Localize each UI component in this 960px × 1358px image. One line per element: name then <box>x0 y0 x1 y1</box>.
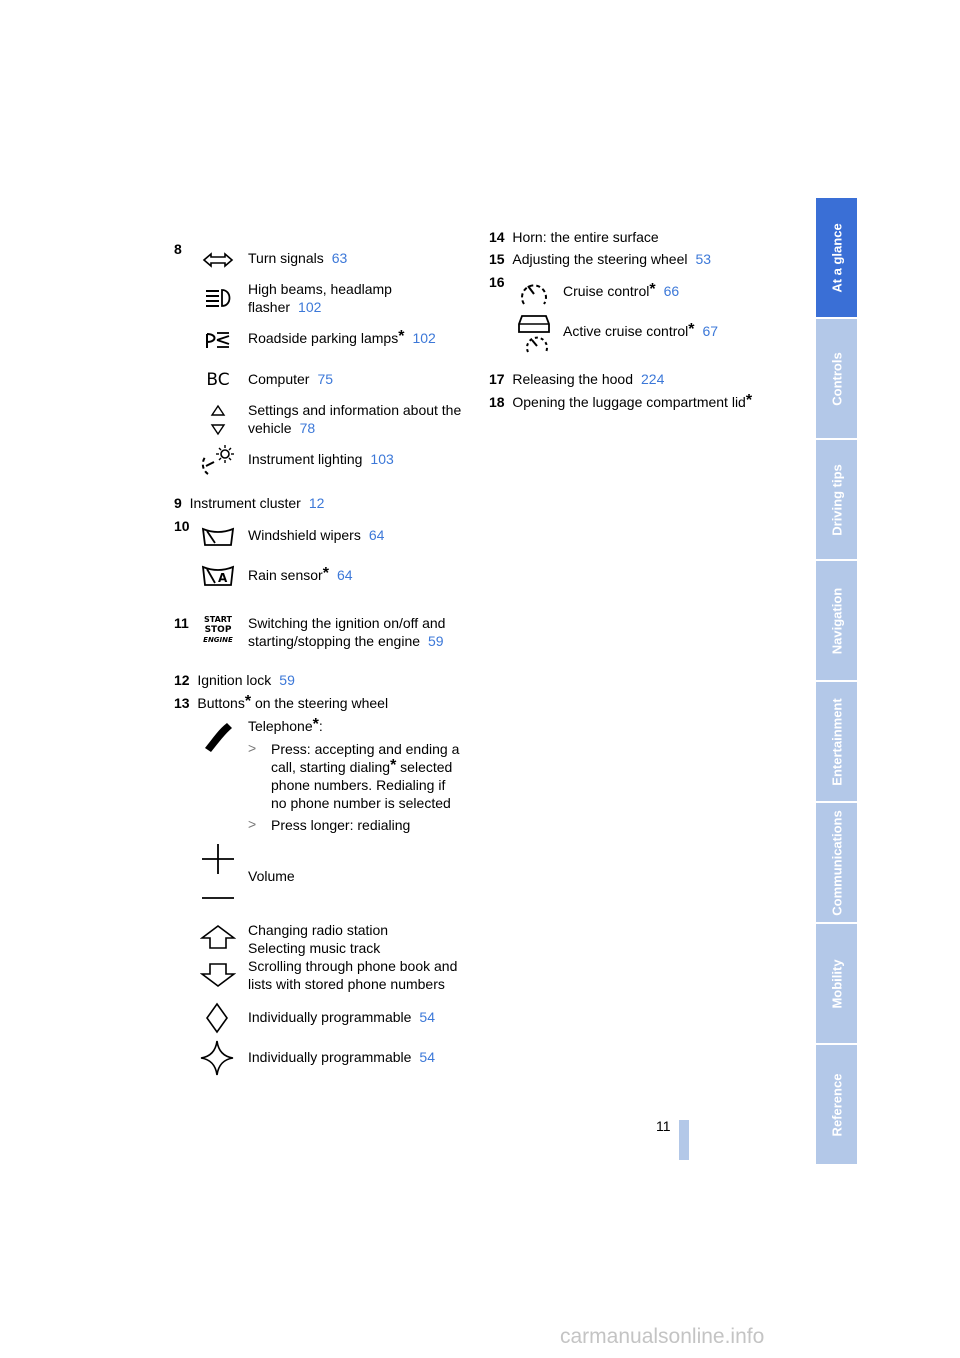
page-reference[interactable]: 54 <box>419 1009 435 1025</box>
radio-functions <box>248 921 457 993</box>
optional-asterisk: * <box>688 321 695 338</box>
radio-line: lists with stored phone numbers <box>248 976 445 992</box>
item-number: 16 <box>489 274 505 290</box>
arrow-up-icon <box>200 924 236 953</box>
radio-line: Scrolling through phone book and <box>248 958 458 974</box>
entry-label-suffix: on the steering wheel <box>251 695 389 711</box>
tab-navigation[interactable] <box>816 561 857 680</box>
entry-label: Active cruise control <box>563 323 689 339</box>
high-beam-icon <box>198 283 238 313</box>
tab-label: Entertainment <box>829 697 844 786</box>
page-reference[interactable]: 59 <box>279 672 295 688</box>
entry-label: Telephone <box>248 718 313 734</box>
ignition-switch-entry <box>248 614 445 650</box>
entry-label: Turn signals <box>248 250 324 266</box>
item-number: 8 <box>174 241 182 257</box>
watermark: carmanualsonline.info <box>560 1325 765 1348</box>
page-reference[interactable]: 66 <box>663 283 680 299</box>
bullet-line: selected <box>396 759 453 775</box>
entry-label: Releasing the hood <box>512 371 634 387</box>
page-reference[interactable]: 224 <box>641 371 665 387</box>
entry-label-line2: vehicle <box>248 420 292 436</box>
entry-label: High beams, headlamp <box>248 281 392 297</box>
page-reference[interactable]: 78 <box>299 420 316 436</box>
volume-label: Volume <box>248 868 295 884</box>
hood-release-entry <box>489 370 664 388</box>
bullet-marker: > <box>248 740 257 756</box>
turn-signal-icon <box>198 245 238 275</box>
programmable-1-entry <box>248 1008 435 1026</box>
page-reference[interactable]: 102 <box>298 299 322 315</box>
ignition-lock-entry <box>174 671 295 689</box>
page-reference[interactable]: 75 <box>317 371 334 387</box>
item-number: 10 <box>174 518 190 534</box>
active-cruise-control-icon <box>516 312 552 357</box>
entry-label: Horn: the entire surface <box>512 229 659 245</box>
arrow-down-icon <box>200 962 236 991</box>
entry-label: Opening the luggage compartment lid <box>512 394 746 410</box>
tab-reference[interactable] <box>816 1045 857 1164</box>
bullet-line: phone numbers. Redialing if <box>271 777 446 793</box>
tab-controls[interactable] <box>816 319 857 438</box>
engine-glyph: ENGINE <box>203 636 233 644</box>
bullet-line: Press: accepting and ending a <box>271 741 460 757</box>
item-number: 15 <box>489 251 505 267</box>
tab-communications[interactable] <box>816 803 857 922</box>
tab-label: Mobility <box>829 958 844 1009</box>
entry-label: Instrument lighting <box>248 451 363 467</box>
page-reference[interactable]: 12 <box>308 495 325 511</box>
windshield-wipers-entry <box>248 526 384 544</box>
entry-label: Cruise control <box>563 283 650 299</box>
entry-label: Computer <box>248 371 310 387</box>
instrument-lighting-icon <box>198 443 238 477</box>
tab-label: Reference <box>829 1073 844 1136</box>
horn-entry <box>489 228 659 246</box>
tab-label: Driving tips <box>829 463 844 536</box>
colon: : <box>318 718 323 734</box>
page-reference[interactable]: 59 <box>428 633 444 649</box>
entry-label: Individually programmable <box>248 1009 412 1025</box>
optional-asterisk: * <box>390 757 397 774</box>
wiper-icon <box>198 522 238 552</box>
bc-glyph: BC <box>206 370 230 390</box>
start-stop-icon <box>200 615 236 645</box>
item-number: 14 <box>489 229 505 245</box>
volume-minus-icon <box>200 890 236 909</box>
tab-label: Communications <box>829 809 844 916</box>
instrument-lighting-entry <box>248 450 394 468</box>
bullet-line: no phone number is selected <box>271 795 451 811</box>
page-reference[interactable]: 53 <box>695 251 712 267</box>
radio-line: Selecting music track <box>248 940 381 956</box>
turn-signals-entry <box>248 249 347 267</box>
optional-asterisk: * <box>312 716 319 733</box>
cruise-control-icon <box>518 278 550 311</box>
tab-label: Controls <box>829 351 844 406</box>
tab-mobility[interactable] <box>816 924 857 1043</box>
page-reference[interactable]: 67 <box>702 323 719 339</box>
tab-driving-tips[interactable] <box>816 440 857 559</box>
page-number: 11 <box>656 1118 671 1134</box>
steering-buttons-entry <box>174 694 388 712</box>
item-number: 12 <box>174 672 190 688</box>
tab-at-a-glance[interactable] <box>816 198 857 317</box>
tab-entertainment[interactable] <box>816 682 857 801</box>
rain-sensor-icon <box>198 561 238 591</box>
item-number: 17 <box>489 371 505 387</box>
page-reference[interactable]: 63 <box>331 250 348 266</box>
rain-sensor-entry <box>248 566 353 584</box>
tab-label: At a glance <box>829 222 844 293</box>
settings-entry <box>248 401 461 437</box>
up-down-arrows-icon <box>198 403 238 437</box>
bullet-line: call, starting dialing <box>271 759 391 775</box>
bullet-marker: > <box>248 816 257 832</box>
page-reference[interactable]: 102 <box>412 330 436 346</box>
page-reference[interactable]: 103 <box>370 451 394 467</box>
entry-label: Roadside parking lamps <box>248 330 399 346</box>
page-marker-bar <box>679 1120 689 1160</box>
page-reference[interactable]: 54 <box>419 1049 435 1065</box>
entry-label-line2: starting/stopping the engine <box>248 633 421 649</box>
start-glyph: START <box>203 615 233 624</box>
programmable-2-entry <box>248 1048 435 1066</box>
entry-label: Rain sensor <box>248 567 323 583</box>
item-number: 13 <box>174 695 190 711</box>
star-icon <box>199 1039 235 1080</box>
entry-label: Individually programmable <box>248 1049 412 1065</box>
parking-lamp-icon <box>198 325 238 355</box>
active-cruise-control-entry <box>563 322 718 340</box>
page-reference[interactable]: 64 <box>336 567 353 583</box>
item-number: 11 <box>174 615 189 631</box>
item-number: 18 <box>489 394 505 410</box>
stop-glyph: STOP <box>204 625 232 635</box>
entry-label-line2: flasher <box>248 299 291 315</box>
optional-asterisk: * <box>244 693 252 710</box>
telephone-bullet-1 <box>271 740 459 812</box>
computer-entry <box>248 370 333 388</box>
high-beams-entry <box>248 280 392 316</box>
page-reference[interactable]: 64 <box>368 527 385 543</box>
svg-text:A: A <box>218 571 228 585</box>
instrument-cluster-entry <box>174 494 324 512</box>
steering-wheel-entry <box>489 250 711 268</box>
luggage-lid-entry <box>489 393 752 411</box>
radio-line: Changing radio station <box>248 922 389 938</box>
telephone-icon <box>198 718 238 758</box>
entry-label: Adjusting the steering wheel <box>512 251 688 267</box>
volume-plus-icon <box>200 842 236 879</box>
item-number: 9 <box>174 495 182 511</box>
entry-label: Switching the ignition on/off and <box>248 615 446 631</box>
optional-asterisk: * <box>649 281 656 298</box>
chapter-tabs <box>816 198 857 1166</box>
cruise-control-entry <box>563 282 679 300</box>
entry-label: Windshield wipers <box>248 527 361 543</box>
bc-icon <box>198 365 238 395</box>
optional-asterisk: * <box>398 328 405 345</box>
parking-lamps-entry <box>248 329 436 347</box>
diamond-icon <box>205 1002 229 1037</box>
tab-label: Navigation <box>829 587 844 654</box>
optional-asterisk: * <box>745 392 753 409</box>
entry-label: Buttons <box>197 695 245 711</box>
telephone-label <box>248 717 323 735</box>
entry-label: Ignition lock <box>197 672 272 688</box>
telephone-bullet-2: Press longer: redialing <box>271 817 411 833</box>
entry-label: Instrument cluster <box>189 495 301 511</box>
entry-label: Settings and information about the <box>248 402 462 418</box>
optional-asterisk: * <box>322 565 329 582</box>
